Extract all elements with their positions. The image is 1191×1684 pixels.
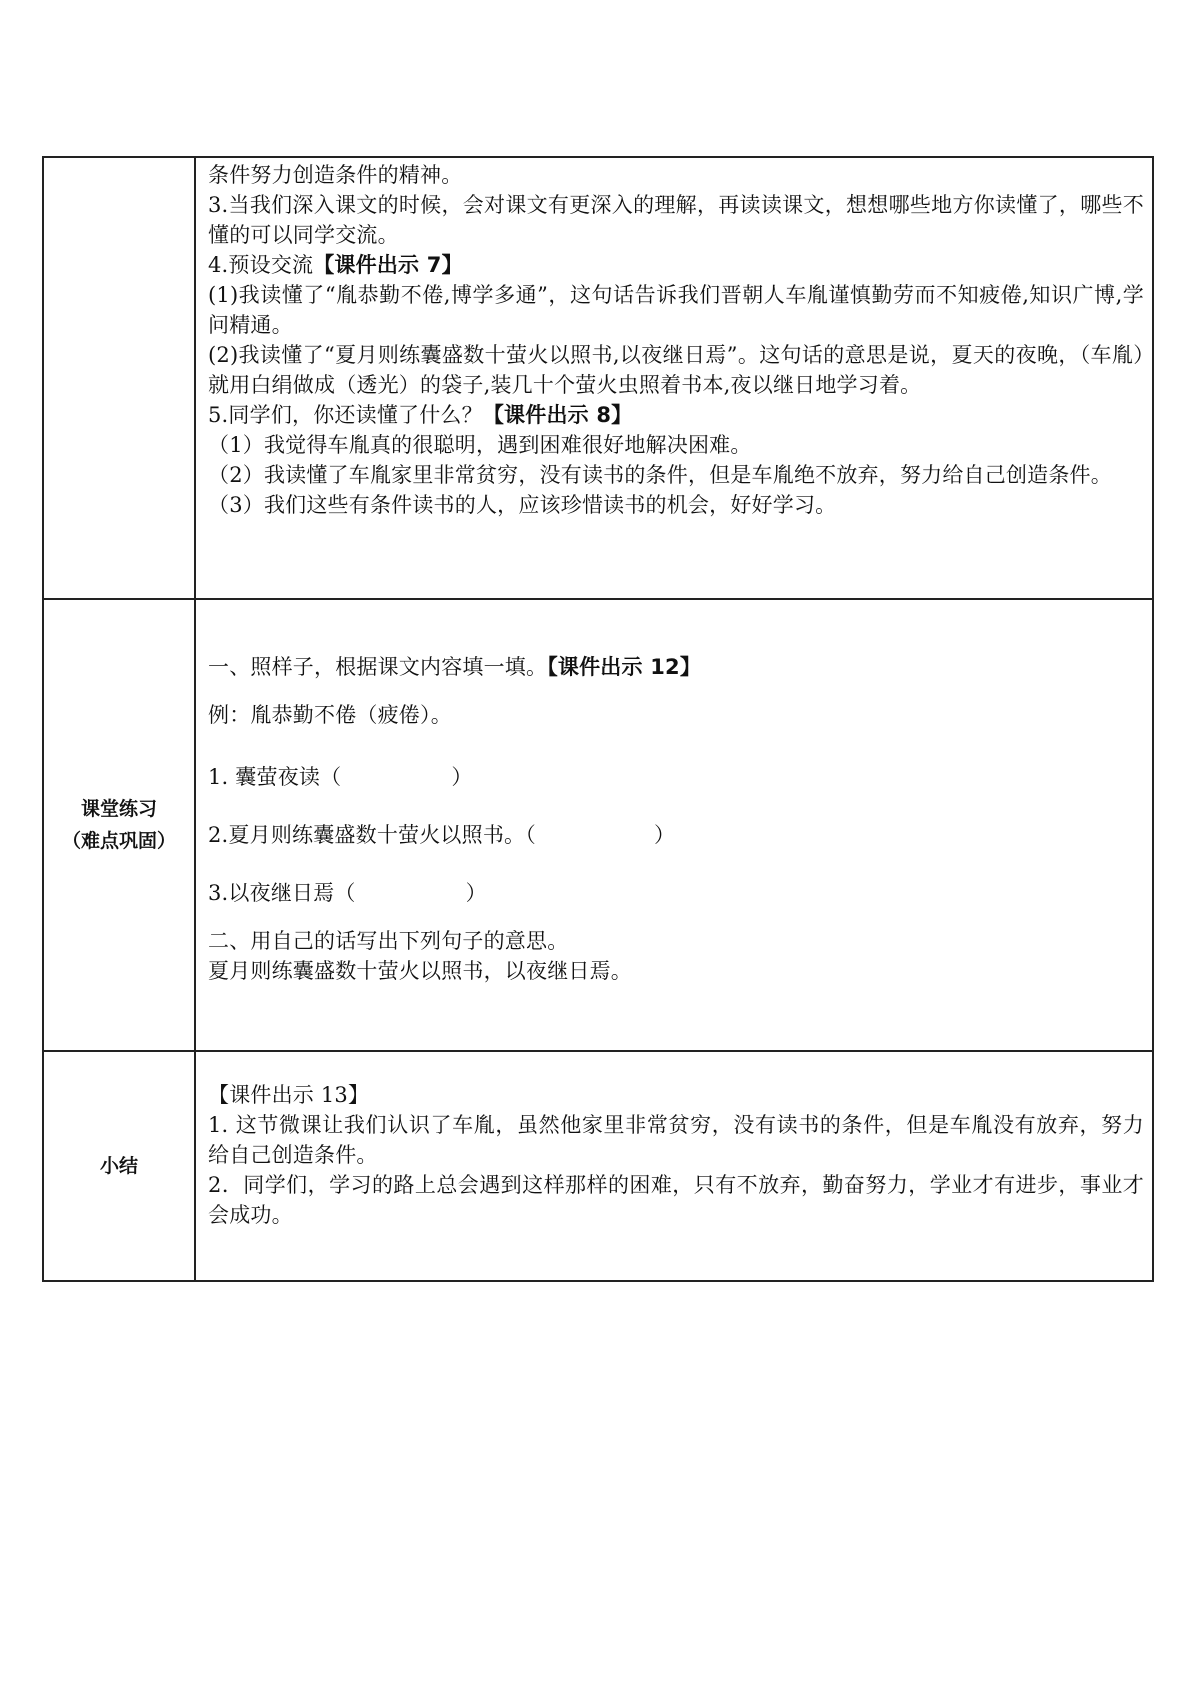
text-line: 2．同学们，学习的路上总会遇到这样那样的困难，只有不放弃，勤奋努力，学业才有进步，事业才会成功。 xyxy=(208,1173,1144,1227)
exercise-item xyxy=(208,878,1144,908)
text-line: 3.当我们深入课文的时候，会对课文有更深入的理解，再读读课文，想想哪些地方你读懂了，哪些不懂的可以同学交流。 xyxy=(208,193,1144,247)
table-row-teaching xyxy=(43,157,1153,599)
question-prefix: 一、照样子，根据课文内容填一填。 xyxy=(208,655,548,679)
text-line: 1. 这节微课让我们认识了车胤，虽然他家里非常贫穷，没有读书的条件，但是车胤没有放弃，努力给自己创造条件。 xyxy=(208,1113,1144,1167)
table-row-practice xyxy=(43,599,1153,1051)
text-line: 条件努力创造条件的精神。 xyxy=(208,163,463,187)
exercise-text: 1. 囊萤夜读（ xyxy=(208,765,342,789)
exercise-block xyxy=(208,600,1144,986)
text-line: （2）我读懂了车胤家里非常贫穷，没有读书的条件，但是车胤绝不放弃，努力给自己创造条件。 xyxy=(208,463,1112,487)
courseware-tag: 【课件出示 8】 xyxy=(482,403,633,427)
summary-content-cell xyxy=(195,1051,1153,1281)
exercise-item xyxy=(208,820,1144,850)
preset-line xyxy=(208,250,1144,280)
label-line: （难点巩固） xyxy=(61,830,176,852)
table-row-summary xyxy=(43,1051,1153,1281)
question-prefix: 5.同学们，你还读懂了什么？ xyxy=(208,403,483,427)
exercise-item xyxy=(208,762,1144,792)
question-line xyxy=(208,652,1144,682)
courseware-tag: 【课件出示 12】 xyxy=(547,655,702,679)
row-label-empty xyxy=(43,157,195,599)
preset-prefix: 4.预设交流 xyxy=(208,253,314,277)
exercise-text: ） xyxy=(653,823,676,847)
question-line xyxy=(208,400,1144,430)
exercise-text: 2.夏月则练囊盛数十萤火以照书。（ xyxy=(208,823,536,847)
row-label-summary: 小结 xyxy=(43,1051,195,1281)
exercise-text: 3.以夜继日焉（ xyxy=(208,881,356,905)
sentence-line: 夏月则练囊盛数十萤火以照书，以夜继日焉。 xyxy=(208,959,632,983)
lesson-plan-table xyxy=(42,156,1154,1282)
text-line: （3）我们这些有条件读书的人，应该珍惜读书的机会，好好学习。 xyxy=(208,493,837,517)
example-line: 例：胤恭勤不倦（疲倦）。 xyxy=(208,703,452,727)
courseware-tag: 【课件出示 13】 xyxy=(208,1083,370,1107)
row-label-practice xyxy=(43,599,195,1051)
text-line: （1）我觉得车胤真的很聪明，遇到困难很好地解决困难。 xyxy=(208,433,752,457)
teaching-content-cell xyxy=(195,157,1153,599)
courseware-tag: 【课件出示 7】 xyxy=(313,253,463,277)
exercise-text: ） xyxy=(465,881,487,905)
text-line: (1)我读懂了“胤恭勤不倦,博学多通”，这句话告诉我们晋朝人车胤谨慎勤劳而不知疲倦,知识广博,学问精通。 xyxy=(208,283,1144,337)
practice-content-cell xyxy=(195,599,1153,1051)
label-line: 课堂练习 xyxy=(80,798,157,820)
text-line: (2)我读懂了“夏月则练囊盛数十萤火以照书,以夜继日焉”。这句话的意思是说，夏天的夜晚，（车胤）就用白绢做成（透光）的袋子,装几十个萤火虫照着书本,夜以继日地学习着。 xyxy=(208,343,1144,397)
question-line: 二、用自己的话写出下列句子的意思。 xyxy=(208,929,569,953)
exercise-text: ） xyxy=(451,765,473,789)
